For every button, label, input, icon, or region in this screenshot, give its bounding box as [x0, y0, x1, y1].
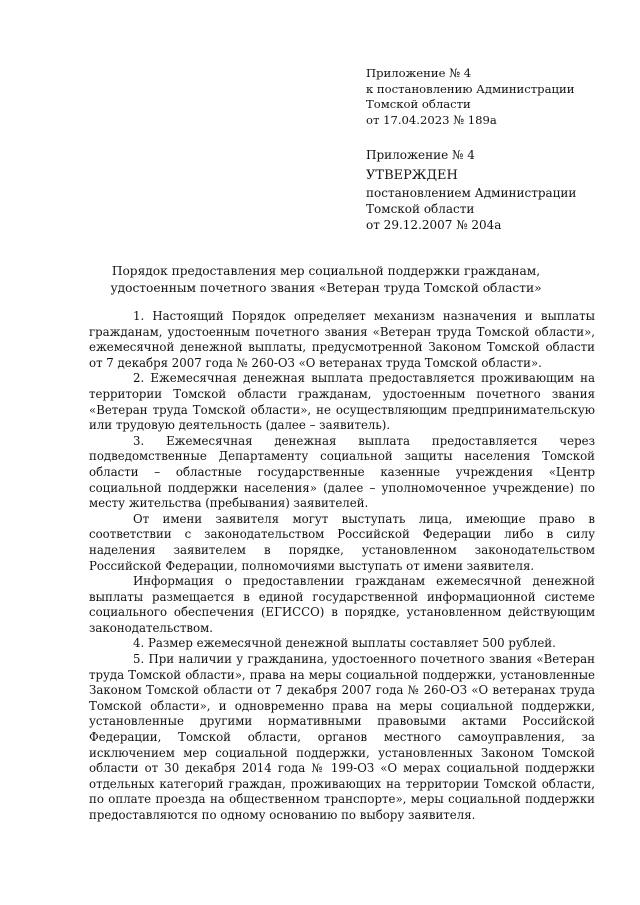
document-title: Порядок предоставления мер социальной поддержки гражданам, удостоенным почетного звания «Ветеран труда Томской области» [110, 264, 542, 295]
appendix-line: к постановлению Администрации [366, 81, 575, 96]
appendix-line: от 17.04.2023 № 189а [366, 112, 497, 127]
paragraph: 3. Ежемесячная денежная выплата предоставляется через подведомственные Департаменту социальной защиты населения Томской области – областные государственные казенные учреждения «Центр социальной поддержки населения» (далее – уполномоченное учреждение) по месту жительства (пребывания) заявителей. [89, 433, 595, 511]
approval-appendix: Приложение № 4 [366, 148, 475, 162]
paragraph: 5. При наличии у гражданина, удостоенного почетного звания «Ветеран труда Томской области», права на меры социальной поддержки, установленные Законом Томской области от 7 декабря 2007 года № 260-ОЗ «О ветеранах труда Томской области», и одновременно права на меры социальной поддержки, установленные другими нормативными правовыми актами Российской Федерации, Томской области, органов местного самоуправления, за исключением мер социальной поддержки, установленных Законом Томской области от 30 декабря 2014 года № 199-ОЗ «О мерах социальной поддержки отдельных категорий граждан, проживающих на территории Томской области, по оплате проезда на общественном транспорте», меры социальной поддержки предоставляются по одному основанию по выбору заявителя. [89, 652, 595, 822]
approval-block [366, 147, 576, 233]
document-body [89, 309, 595, 824]
paragraph: 1. Настоящий Порядок определяет механизм назначения и выплаты гражданам, удостоенным почетного звания «Ветеран труда Томской области», ежемесячной денежной выплаты, предусмотренной Законом Томской области от 7 декабря 2007 года № 260-ОЗ «О ветеранах труда Томской области». [89, 309, 595, 370]
appendix-header [366, 66, 574, 128]
approval-line: Томской области [366, 202, 475, 216]
appendix-line: Приложение № 4 [366, 66, 472, 80]
appendix-line: Томской области [366, 97, 471, 112]
approval-line: постановлением Администрации [366, 186, 577, 200]
paragraph: Информация о предоставлении гражданам ежемесячной денежной выплаты размещается в единой государственной информационной системе социального обеспечения (ЕГИССО) в порядке, установленном действующим законодательством. [89, 574, 595, 635]
approved-heading: УТВЕРЖДЕН [366, 168, 458, 183]
paragraph: 2. Ежемесячная денежная выплата предоставляется проживающим на территории Томской области гражданам, удостоенным почетного звания «Ветеран труда Томской области», не осуществляющим предпринимательскую или трудовую деятельность (далее – заявитель). [89, 371, 595, 433]
paragraph: От имени заявителя могут выступать лица, имеющие право в соответствии с законодательством Российской Федерации либо в силу наделения заявителем в порядке, установленном законодательством Российской Федерации, полномочиями выступать от имени заявителя. [89, 511, 595, 573]
paragraph: 4. Размер ежемесячной денежной выплаты составляет 500 рублей. [133, 636, 556, 651]
approval-line: от 29.12.2007 № 204а [366, 218, 502, 232]
